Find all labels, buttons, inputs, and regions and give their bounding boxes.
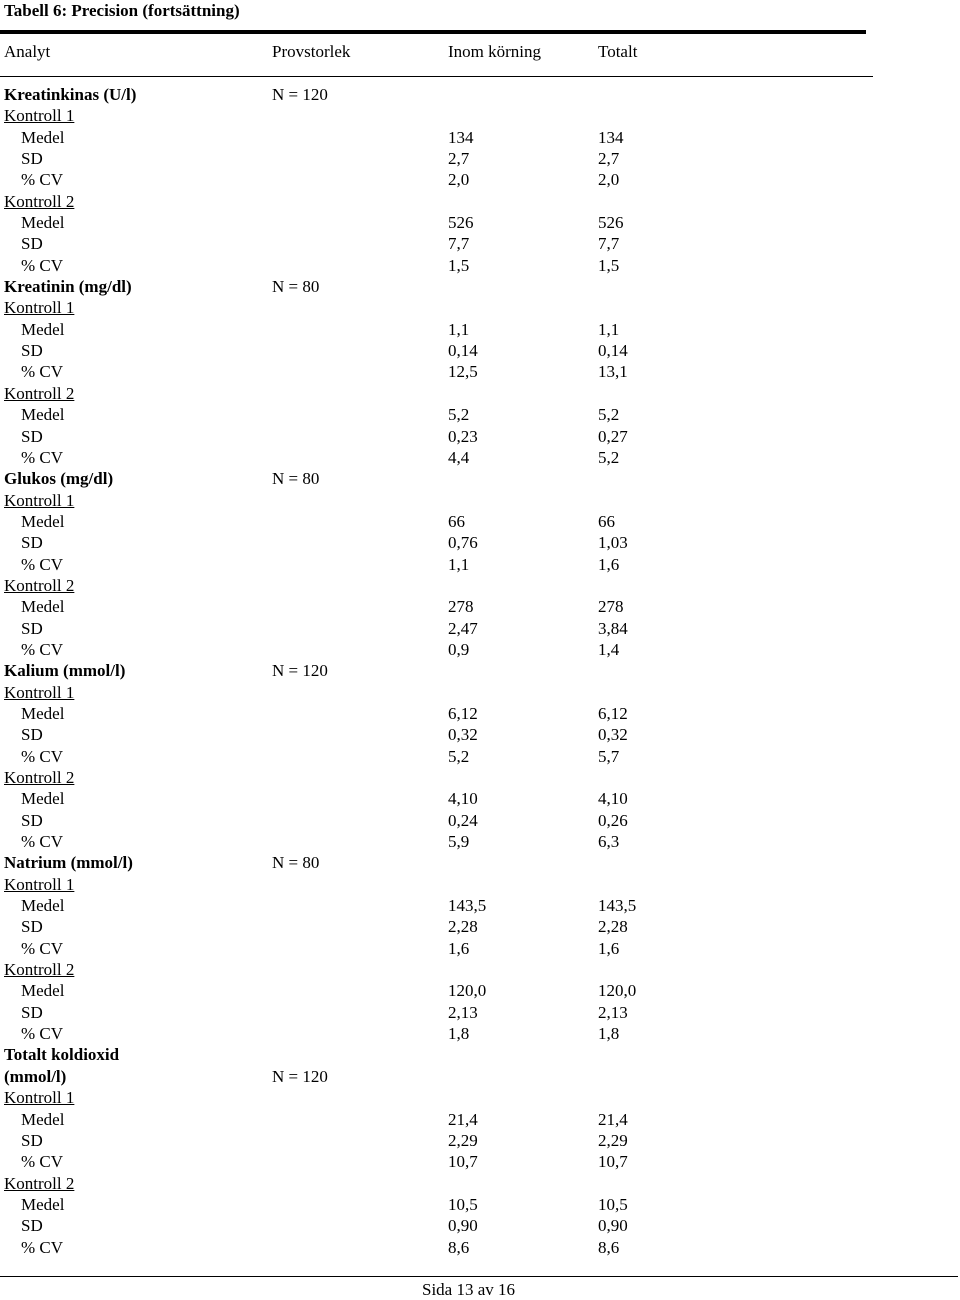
total-cell: 1,5 (598, 255, 620, 275)
table-row (0, 1130, 960, 1151)
statistic-label: % CV (21, 1237, 64, 1257)
total-cell: 5,2 (598, 447, 620, 467)
table-row (0, 554, 960, 575)
table-row (0, 660, 960, 681)
table-row (0, 810, 960, 831)
within-run-cell: 2,7 (448, 149, 470, 169)
within-run-cell: 5,2 (448, 746, 470, 766)
total-cell: 0,14 (598, 341, 628, 361)
table-row (0, 724, 960, 745)
statistic-label: SD (21, 426, 43, 446)
table-row (0, 84, 960, 105)
page-number: Sida 13 av 16 (422, 1280, 516, 1299)
total-cell: 5,7 (598, 746, 620, 766)
statistic-label: SD (21, 725, 43, 745)
header-rule (0, 76, 873, 77)
table-row (0, 1044, 960, 1065)
total-cell: 2,7 (598, 149, 620, 169)
precision-table-body (0, 84, 960, 1258)
within-run-cell: 1,5 (448, 255, 470, 275)
analyte-label: Totalt koldioxid (4, 1045, 120, 1065)
total-cell: 134 (598, 127, 624, 147)
table-row (0, 1023, 960, 1044)
table-row (0, 511, 960, 532)
total-cell: 4,10 (598, 789, 628, 809)
total-cell: 3,84 (598, 618, 628, 638)
statistic-label: SD (21, 341, 43, 361)
total-cell: 526 (598, 213, 624, 233)
table-row (0, 1151, 960, 1172)
total-cell: 1,1 (598, 319, 620, 339)
analyte-label: Kreatinkinas (U/l) (4, 85, 137, 104)
within-run-cell: 1,1 (448, 319, 470, 339)
total-cell: 1,6 (598, 554, 620, 574)
table-row (0, 1002, 960, 1023)
table-row (0, 618, 960, 639)
total-cell: 0,32 (598, 725, 628, 745)
statistic-label: % CV (21, 746, 64, 766)
statistic-label: Medel (21, 319, 65, 339)
total-cell: 0,27 (598, 426, 628, 446)
table-row (0, 383, 960, 404)
analyte-label: Glukos (mg/dl) (4, 469, 114, 489)
table-row (0, 703, 960, 724)
table-row (0, 404, 960, 425)
control-label: Kontroll 1 (4, 298, 75, 318)
control-label: Kontroll 2 (4, 191, 75, 211)
col-header-within-run: Inom körning (448, 42, 542, 61)
total-cell: 5,2 (598, 405, 620, 425)
within-run-cell: 5,9 (448, 832, 470, 852)
within-run-cell: 1,8 (448, 1024, 470, 1044)
table-row (0, 980, 960, 1001)
total-cell: 120,0 (598, 981, 637, 1001)
total-cell: 143,5 (598, 896, 637, 916)
footer-rule (0, 1276, 958, 1277)
table-row (0, 169, 960, 190)
control-label: Kontroll 1 (4, 106, 75, 126)
statistic-label: % CV (21, 362, 64, 382)
control-label: Kontroll 2 (4, 768, 75, 787)
table-row (0, 682, 960, 703)
table-row (0, 148, 960, 169)
statistic-label: SD (21, 917, 43, 937)
statistic-label: Medel (21, 597, 65, 617)
table-row (0, 639, 960, 660)
analyte-label: Natrium (mmol/l) (4, 853, 133, 873)
total-cell: 2,28 (598, 917, 628, 937)
statistic-label: Medel (21, 1194, 65, 1214)
table-row (0, 447, 960, 468)
statistic-label: SD (21, 1216, 43, 1236)
within-run-cell: 4,10 (448, 789, 478, 809)
control-label: Kontroll 2 (4, 960, 75, 980)
within-run-cell: 4,4 (448, 447, 470, 467)
table-row (0, 276, 960, 297)
table-row (0, 938, 960, 959)
table-row (0, 490, 960, 511)
sample-size-cell: N = 120 (272, 85, 328, 104)
table-row (0, 1194, 960, 1215)
table-row (0, 1237, 960, 1258)
within-run-cell: 2,47 (448, 618, 478, 638)
total-cell: 6,12 (598, 703, 628, 723)
table-row (0, 127, 960, 148)
total-cell: 8,6 (598, 1237, 620, 1257)
table-row (0, 959, 960, 980)
table-row (0, 255, 960, 276)
table-row (0, 426, 960, 447)
sample-size-cell: N = 120 (272, 661, 328, 681)
within-run-cell: 1,6 (448, 938, 470, 958)
sample-size-cell: N = 120 (272, 1066, 328, 1086)
statistic-label: SD (21, 234, 43, 254)
within-run-cell: 10,7 (448, 1152, 478, 1172)
total-cell: 1,8 (598, 1024, 620, 1044)
statistic-label: % CV (21, 938, 64, 958)
total-cell: 2,13 (598, 1002, 628, 1022)
sample-size-cell: N = 80 (272, 277, 320, 297)
col-header-sample-size: Provstorlek (272, 42, 351, 61)
statistic-label: Medel (21, 981, 65, 1001)
within-run-cell: 0,76 (448, 533, 478, 553)
within-run-cell: 7,7 (448, 234, 470, 254)
table-row (0, 746, 960, 767)
within-run-cell: 2,13 (448, 1002, 478, 1022)
table-row (0, 575, 960, 596)
total-cell: 1,6 (598, 938, 620, 958)
top-rule (0, 30, 866, 34)
statistic-label: % CV (21, 639, 64, 659)
table-row (0, 361, 960, 382)
within-run-cell: 5,2 (448, 405, 470, 425)
analyte-label: Kreatinin (mg/dl) (4, 277, 132, 297)
within-run-cell: 2,29 (448, 1130, 478, 1150)
table-row (0, 340, 960, 361)
table-row (0, 852, 960, 873)
table-row (0, 767, 960, 788)
within-run-cell: 143,5 (448, 896, 487, 916)
control-label: Kontroll 2 (4, 575, 75, 595)
within-run-cell: 0,24 (448, 810, 478, 830)
total-cell: 66 (598, 511, 615, 531)
total-cell: 1,03 (598, 533, 628, 553)
table-row (0, 233, 960, 254)
within-run-cell: 2,28 (448, 917, 478, 937)
table-row (0, 874, 960, 895)
table-row (0, 788, 960, 809)
statistic-label: % CV (21, 170, 64, 190)
statistic-label: SD (21, 149, 43, 169)
table-row (0, 1109, 960, 1130)
statistic-label: Medel (21, 511, 65, 531)
col-header-total: Totalt (598, 42, 638, 61)
table-row (0, 895, 960, 916)
table-row (0, 297, 960, 318)
table-row (0, 1215, 960, 1236)
statistic-label: Medel (21, 213, 65, 233)
within-run-cell: 1,1 (448, 554, 470, 574)
total-cell: 21,4 (598, 1109, 628, 1129)
within-run-cell: 21,4 (448, 1109, 478, 1129)
total-cell: 2,0 (598, 170, 620, 190)
total-cell: 10,5 (598, 1194, 628, 1214)
statistic-label: SD (21, 1002, 43, 1022)
table-row (0, 532, 960, 553)
statistic-label: % CV (21, 1024, 64, 1044)
within-run-cell: 0,14 (448, 341, 478, 361)
table-row (0, 916, 960, 937)
within-run-cell: 12,5 (448, 362, 478, 382)
table-row (0, 319, 960, 340)
statistic-label: % CV (21, 554, 64, 574)
total-cell: 13,1 (598, 362, 628, 382)
control-label: Kontroll 1 (4, 874, 75, 894)
total-cell: 278 (598, 597, 624, 617)
table-row (0, 1173, 960, 1194)
statistic-label: % CV (21, 1152, 64, 1172)
statistic-label: Medel (21, 405, 65, 425)
statistic-label: % CV (21, 255, 64, 275)
table-title: Tabell 6: Precision (fortsättning) (4, 1, 240, 20)
table-row (0, 105, 960, 126)
table-row (0, 1066, 960, 1087)
within-run-cell: 0,23 (448, 426, 478, 446)
statistic-label: Medel (21, 127, 65, 147)
statistic-label: % CV (21, 447, 64, 467)
col-header-analyte: Analyt (4, 42, 51, 61)
within-run-cell: 2,0 (448, 170, 470, 190)
within-run-cell: 0,90 (448, 1216, 478, 1236)
control-label: Kontroll 1 (4, 1088, 75, 1108)
table-row (0, 212, 960, 233)
sample-size-cell: N = 80 (272, 469, 320, 489)
table-row (0, 831, 960, 852)
within-run-cell: 10,5 (448, 1194, 478, 1214)
total-cell: 0,90 (598, 1216, 628, 1236)
total-cell: 7,7 (598, 234, 620, 254)
table-row (0, 1087, 960, 1108)
within-run-cell: 120,0 (448, 981, 487, 1001)
statistic-label: SD (21, 533, 43, 553)
total-cell: 2,29 (598, 1130, 628, 1150)
within-run-cell: 278 (448, 597, 474, 617)
statistic-label: % CV (21, 832, 64, 852)
statistic-label: Medel (21, 703, 65, 723)
control-label: Kontroll 2 (4, 1173, 75, 1193)
control-label: Kontroll 1 (4, 682, 75, 702)
total-cell: 1,4 (598, 639, 620, 659)
analyte-label: (mmol/l) (4, 1066, 67, 1086)
control-label: Kontroll 2 (4, 383, 75, 403)
table-row (0, 468, 960, 489)
within-run-cell: 0,32 (448, 725, 478, 745)
control-label: Kontroll 1 (4, 490, 75, 510)
statistic-label: SD (21, 810, 43, 830)
total-cell: 6,3 (598, 832, 620, 852)
table-row (0, 596, 960, 617)
statistic-label: Medel (21, 789, 65, 809)
sample-size-cell: N = 80 (272, 853, 320, 873)
within-run-cell: 6,12 (448, 703, 478, 723)
within-run-cell: 0,9 (448, 639, 470, 659)
analyte-label: Kalium (mmol/l) (4, 661, 126, 681)
total-cell: 0,26 (598, 810, 628, 830)
table-row (0, 191, 960, 212)
within-run-cell: 66 (448, 511, 465, 531)
total-cell: 10,7 (598, 1152, 628, 1172)
statistic-label: SD (21, 618, 43, 638)
statistic-label: Medel (21, 896, 65, 916)
statistic-label: SD (21, 1130, 43, 1150)
within-run-cell: 8,6 (448, 1237, 470, 1257)
within-run-cell: 134 (448, 127, 474, 147)
within-run-cell: 526 (448, 213, 474, 233)
statistic-label: Medel (21, 1109, 65, 1129)
